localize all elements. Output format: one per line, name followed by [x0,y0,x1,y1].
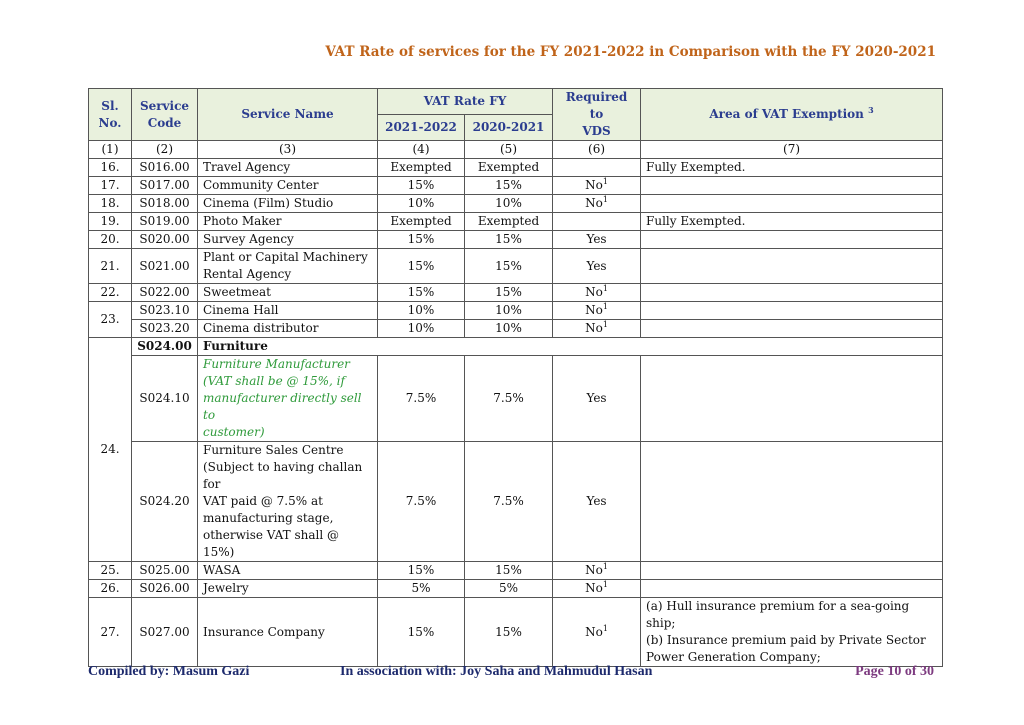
col-number: (7) [641,141,943,159]
code-cell: S019.00 [132,213,198,231]
exemption-cell [641,562,943,580]
sl-cell: 18. [89,195,132,213]
table-row [89,284,943,302]
rate-2020-cell: 15% [465,562,553,580]
exemption-cell [641,356,943,442]
vds-cell: No$^1$ [553,302,641,320]
vds-cell: No$^1$ [553,598,641,667]
code-cell: S024.20 [132,442,198,562]
vds-cell: No$^1$ [553,562,641,580]
code-cell: S027.00 [132,598,198,667]
name-cell: Photo Maker [198,213,378,231]
rate-2021-cell: 5% [378,580,465,598]
footer-compiled-by: Compiled by: Masum Gazi [88,664,250,679]
col-number: (2) [132,141,198,159]
name-cell: WASA [198,562,378,580]
vat-rate-fy-header: VAT Rate FY [378,89,553,115]
vds-cell: No$^1$ [553,195,641,213]
page-title: VAT Rate of services for the FY 2021-2022 in Comparison with the FY 2020-2021 [325,44,936,60]
exemption-cell [641,320,943,338]
sl-cell: 19. [89,213,132,231]
exemption-cell [641,580,943,598]
exemption-cell: (a) Hull insurance premium for a sea-going ship; (b) Insurance premium paid by Private Sector Power Generation Company; [641,598,943,667]
code-cell: S020.00 [132,231,198,249]
sl-cell: 21. [89,249,132,284]
code-cell: S018.00 [132,195,198,213]
service-code-header: Service Code [132,89,198,141]
rate-2020-cell: 10% [465,195,553,213]
rate-2021-cell: 15% [378,284,465,302]
name-cell: Cinema distributor [198,320,378,338]
name-cell: Sweetmeat [198,284,378,302]
exemption-cell [641,231,943,249]
code-cell: S024.00 [132,338,198,356]
exemption-cell [641,195,943,213]
name-cell: Plant or Capital Machinery Rental Agency [198,249,378,284]
rate-2021-cell: 15% [378,231,465,249]
exemption-cell [641,284,943,302]
footer-association: In association with: Joy Saha and Mahmudul Hasan [340,664,653,679]
rate-2020-cell: 15% [465,231,553,249]
rate-2021-cell: Exempted [378,159,465,177]
vds-cell [553,213,641,231]
table-row [89,580,943,598]
table-row [89,320,943,338]
name-cell: Travel Agency [198,159,378,177]
col-number: (4) [378,141,465,159]
code-cell: S022.00 [132,284,198,302]
sl-cell: 24. [89,338,132,562]
rate-2020-cell: 15% [465,284,553,302]
exemption-header: Area of VAT Exemption $^3$ [641,89,943,141]
code-cell: S023.20 [132,320,198,338]
code-cell: S021.00 [132,249,198,284]
col-number: (6) [553,141,641,159]
code-cell: S023.10 [132,302,198,320]
rate-2020-cell: Exempted [465,159,553,177]
exemption-cell [641,177,943,195]
name-cell: Furniture Sales Centre (Subject to having challan for VAT paid @ 7.5% at manufacturing stage, otherwise VAT shall @ 15%) [198,442,378,562]
exemption-cell [641,302,943,320]
rate-2020-cell: 10% [465,320,553,338]
sl-cell: 26. [89,580,132,598]
name-cell: Survey Agency [198,231,378,249]
code-cell: S016.00 [132,159,198,177]
name-cell: Cinema (Film) Studio [198,195,378,213]
code-cell: S025.00 [132,562,198,580]
code-cell: S026.00 [132,580,198,598]
name-cell: Furniture Manufacturer (VAT shall be @ 15%, if manufacturer directly sell to customer) [198,356,378,442]
col-number: (3) [198,141,378,159]
sl-no-header: Sl. No. [89,89,132,141]
rate-2020-cell: 7.5% [465,356,553,442]
fy-2021-2022-header: 2021-2022 [378,115,465,141]
rate-2021-cell: 7.5% [378,356,465,442]
exemption-cell [641,442,943,562]
rate-2020-cell: 15% [465,177,553,195]
table-row [89,562,943,580]
service-name-header: Service Name [198,89,378,141]
code-cell: S017.00 [132,177,198,195]
table-row [89,213,943,231]
table-row [89,177,943,195]
sl-cell: 16. [89,159,132,177]
table-row [89,338,943,356]
rate-2021-cell: 15% [378,177,465,195]
rate-2020-cell: 5% [465,580,553,598]
rate-2020-cell: 15% [465,249,553,284]
rate-2020-cell: Exempted [465,213,553,231]
table-row [89,356,943,442]
name-cell: Jewelry [198,580,378,598]
table-row [89,249,943,284]
table-row [89,598,943,667]
vat-rate-table [88,88,943,667]
rate-2021-cell: 10% [378,302,465,320]
sl-cell: 25. [89,562,132,580]
vds-cell [553,159,641,177]
table-row [89,442,943,562]
vds-cell: Yes [553,442,641,562]
rate-2021-cell: 7.5% [378,442,465,562]
group-name-cell: Furniture [198,338,943,356]
header-row-1 [89,89,943,115]
vds-cell: Yes [553,231,641,249]
rate-2020-cell: 7.5% [465,442,553,562]
vds-cell: Yes [553,249,641,284]
vds-header: Required to VDS [553,89,641,141]
col-number: (1) [89,141,132,159]
footer-page-number: Page 10 of 30 [855,664,934,679]
sl-cell: 20. [89,231,132,249]
exemption-cell: Fully Exempted. [641,213,943,231]
table-row [89,231,943,249]
vds-cell: No$^1$ [553,284,641,302]
table-row [89,159,943,177]
rate-2021-cell: 15% [378,249,465,284]
rate-2020-cell: 15% [465,598,553,667]
sl-cell: 27. [89,598,132,667]
name-cell: Insurance Company [198,598,378,667]
rate-2021-cell: 10% [378,195,465,213]
vds-cell: Yes [553,356,641,442]
col-number: (5) [465,141,553,159]
table-row [89,302,943,320]
table-row [89,195,943,213]
rate-2021-cell: Exempted [378,213,465,231]
rate-2021-cell: 15% [378,598,465,667]
exemption-cell [641,249,943,284]
sl-cell: 23. [89,302,132,338]
fy-2020-2021-header: 2020-2021 [465,115,553,141]
sl-cell: 17. [89,177,132,195]
column-number-row [89,141,943,159]
vds-cell: No$^1$ [553,580,641,598]
vds-cell: No$^1$ [553,177,641,195]
code-cell: S024.10 [132,356,198,442]
name-cell: Community Center [198,177,378,195]
exemption-cell: Fully Exempted. [641,159,943,177]
rate-2020-cell: 10% [465,302,553,320]
vds-cell: No$^1$ [553,320,641,338]
rate-2021-cell: 15% [378,562,465,580]
sl-cell: 22. [89,284,132,302]
rate-2021-cell: 10% [378,320,465,338]
name-cell: Cinema Hall [198,302,378,320]
